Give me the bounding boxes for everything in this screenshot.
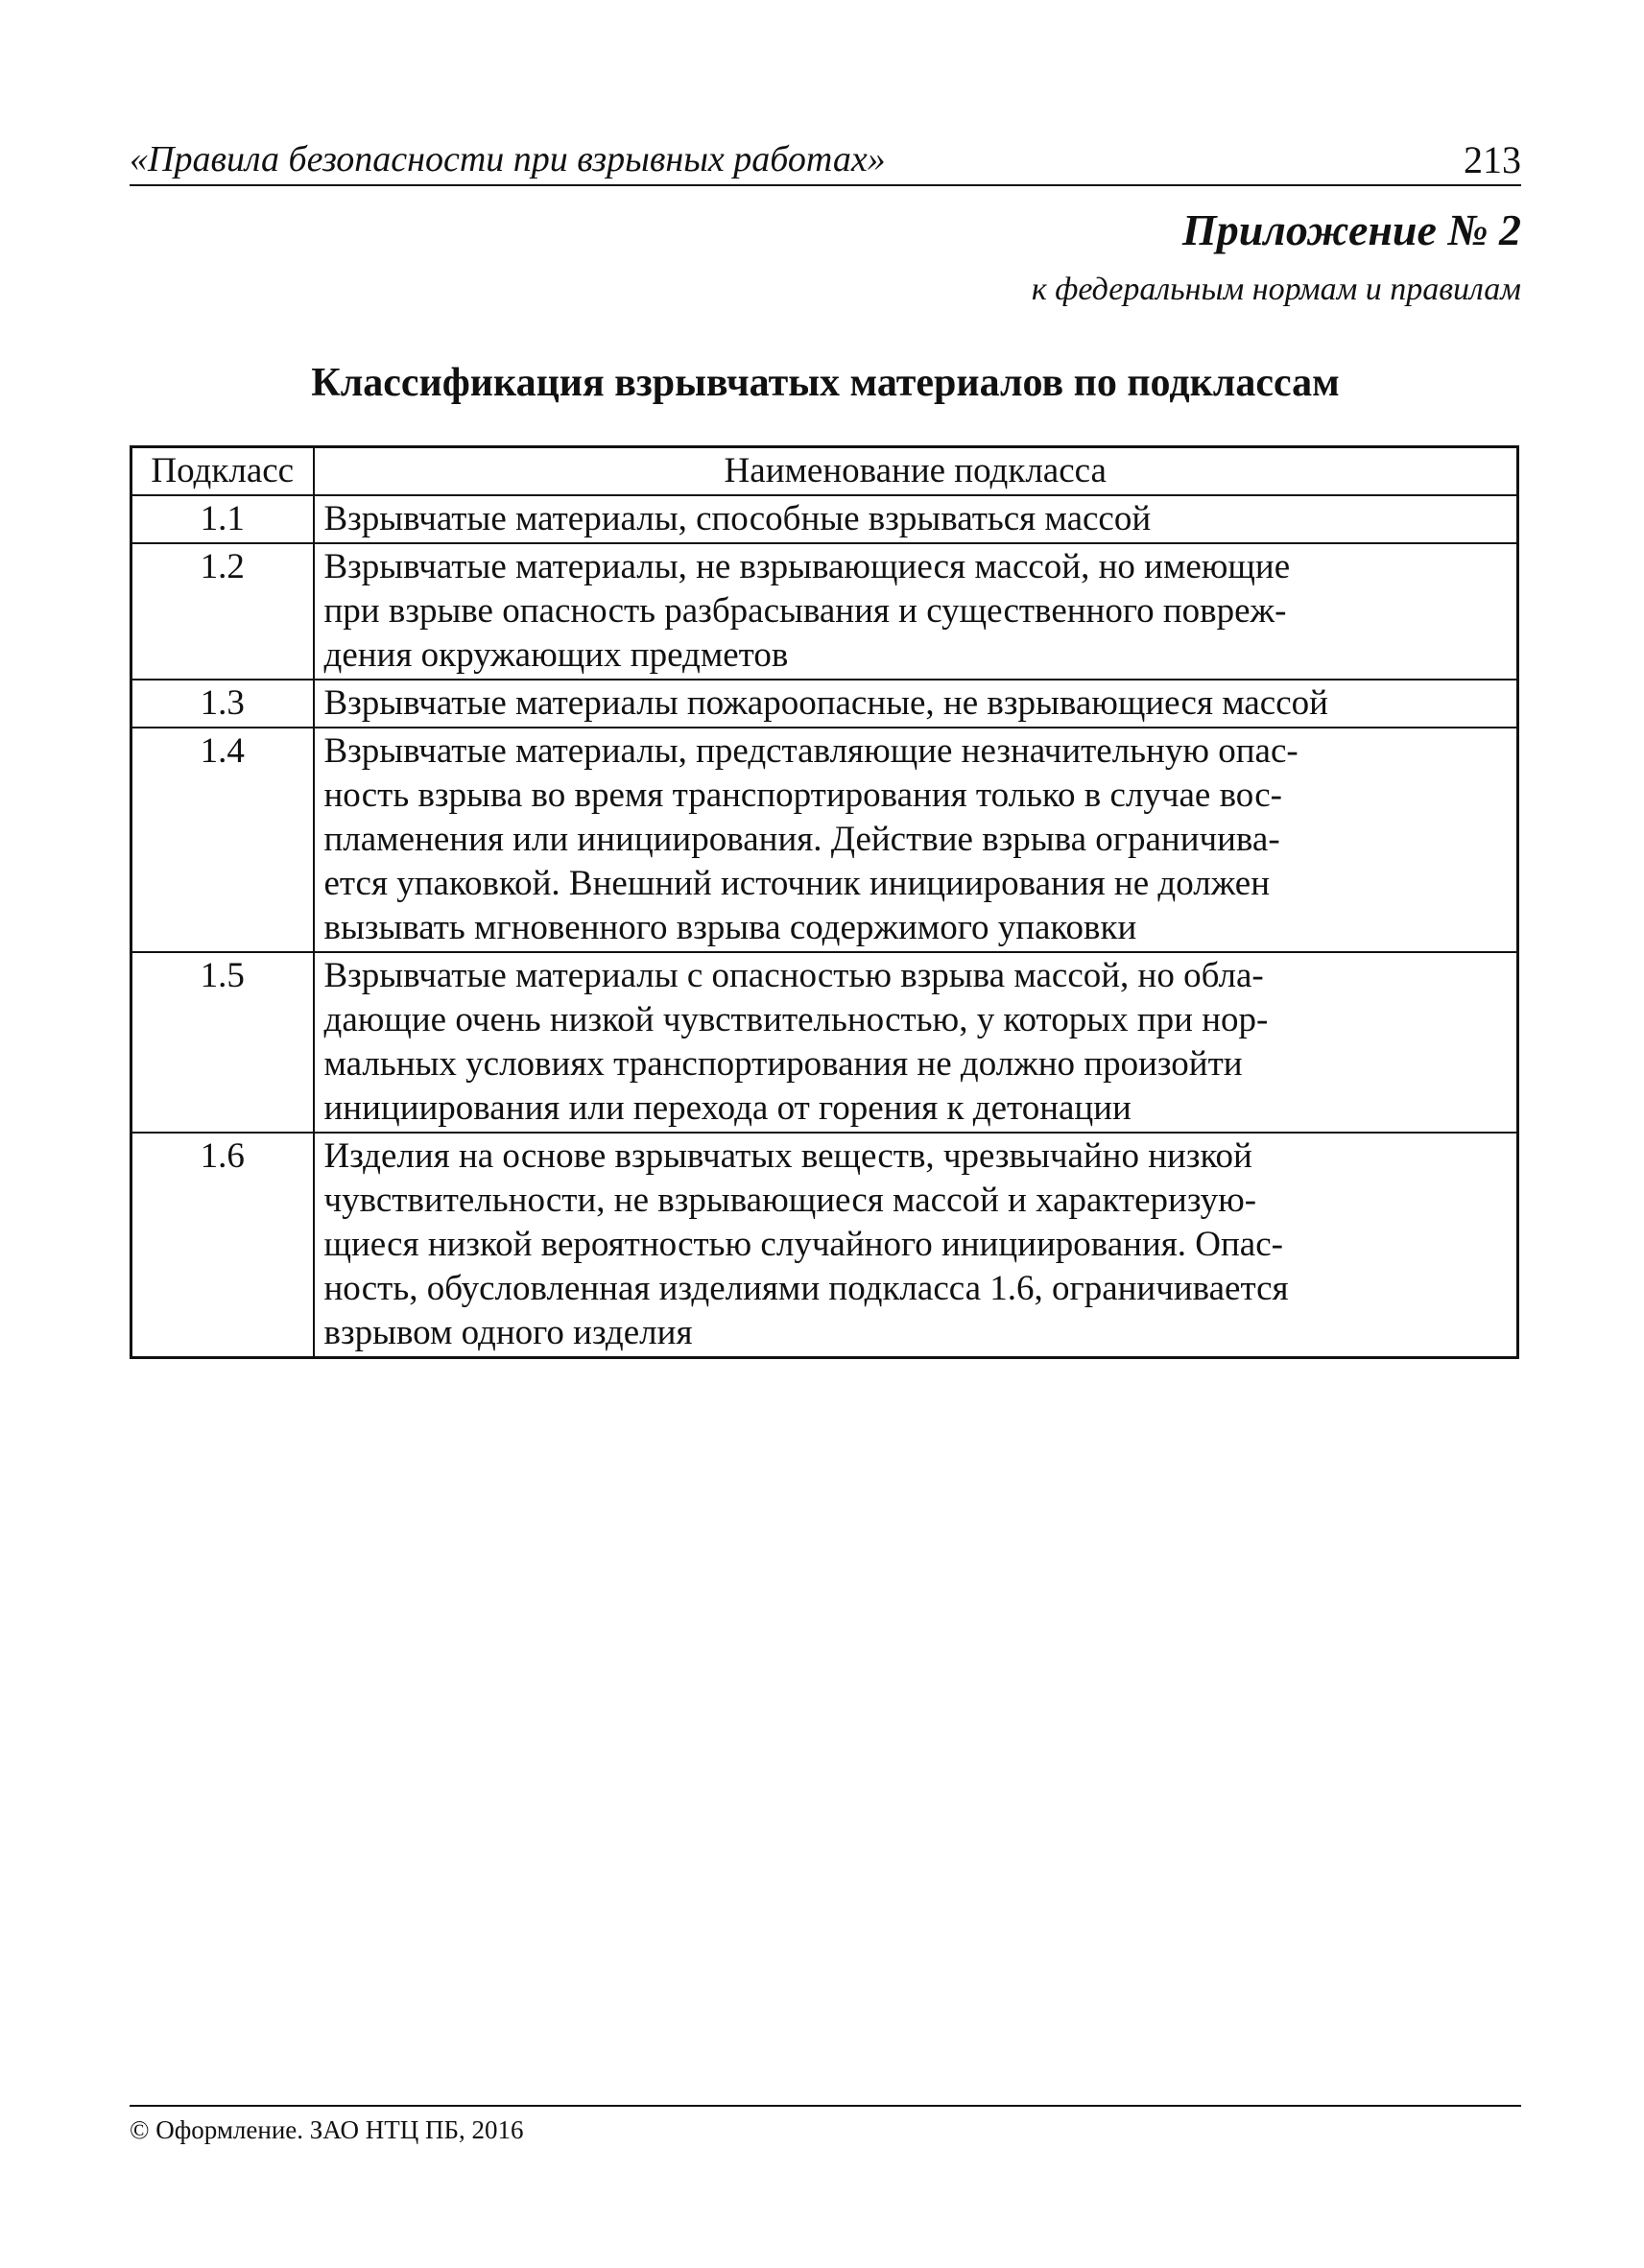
- appendix-subtitle: к федеральным нормам и правилам: [1031, 272, 1521, 307]
- document-title: Классификация взрывчатых материалов по подклассам: [311, 361, 1340, 405]
- table-body: [131, 495, 1518, 1358]
- column-header-name: Наименование подкласса: [314, 447, 1518, 496]
- subclass-description: [314, 680, 1518, 728]
- table-row: [131, 1133, 1518, 1358]
- description-line: ность, обусловленная изделиями подкласса 1.6, ограничивается: [323, 1269, 1289, 1308]
- description-line: дения окружающих предметов: [323, 635, 789, 675]
- subclass-code: 1.5: [131, 952, 314, 1133]
- table-header-row: [131, 447, 1518, 496]
- subclass-code: 1.2: [131, 543, 314, 680]
- subclass-description: [314, 952, 1518, 1133]
- description-line: Изделия на основе взрывчатых веществ, чрезвычайно низкой: [323, 1136, 1252, 1176]
- description-line: вызывать мгновенного взрыва содержимого упаковки: [323, 908, 1137, 947]
- running-header: [130, 136, 1521, 186]
- column-header-subclass: Подкласс: [131, 447, 314, 496]
- table-row: [131, 952, 1518, 1133]
- table-row: [131, 680, 1518, 728]
- subclass-code: 1.1: [131, 495, 314, 543]
- description-line: Взрывчатые материалы пожароопасные, не взрывающиеся массой: [323, 683, 1328, 723]
- description-line: ность взрыва во время транспортирования только в случае вос-: [323, 776, 1282, 815]
- footer-rule: [130, 2105, 1521, 2107]
- description-line: Взрывчатые материалы, не взрывающиеся массой, но имеющие: [323, 547, 1291, 586]
- page-number: 213: [1464, 138, 1521, 181]
- subclass-description: [314, 495, 1518, 543]
- subclass-code: 1.4: [131, 728, 314, 952]
- description-line: ется упаковкой. Внешний источник инициирования не должен: [323, 864, 1271, 903]
- subclass-description: [314, 728, 1518, 952]
- description-line: Взрывчатые материалы с опасностью взрыва массой, но обла-: [323, 956, 1264, 995]
- subclass-table: [130, 445, 1519, 1359]
- description-line: Взрывчатые материалы, представляющие незначительную опас-: [323, 731, 1299, 771]
- table-row: [131, 728, 1518, 952]
- subclass-description: [314, 543, 1518, 680]
- description-line: пламенения или инициирования. Действие взрыва ограничива-: [323, 820, 1280, 859]
- copyright-notice: © Оформление. ЗАО НТЦ ПБ, 2016: [130, 2115, 524, 2144]
- description-line: чувствительности, не взрывающиеся массой и характеризую-: [323, 1181, 1257, 1220]
- appendix-title: Приложение № 2: [1181, 205, 1521, 254]
- description-line: взрывом одного изделия: [323, 1313, 693, 1352]
- running-title: «Правила безопасности при взрывных работах»: [130, 139, 886, 179]
- table-row: [131, 543, 1518, 680]
- description-line: инициирования или перехода от горения к детонации: [323, 1088, 1132, 1128]
- description-line: при взрыве опасность разбрасывания и существенного повреж-: [323, 591, 1287, 631]
- subclass-description: [314, 1133, 1518, 1358]
- subclass-code: 1.3: [131, 680, 314, 728]
- description-line: дающие очень низкой чувствительностью, у которых при нор-: [323, 1000, 1269, 1039]
- description-line: мальных условиях транспортирования не должно произойти: [323, 1044, 1243, 1084]
- table-row: [131, 495, 1518, 543]
- description-line: щиеся низкой вероятностью случайного инициирования. Опас-: [323, 1225, 1283, 1264]
- description-line: Взрывчатые материалы, способные взрываться массой: [323, 499, 1152, 538]
- subclass-code: 1.6: [131, 1133, 314, 1358]
